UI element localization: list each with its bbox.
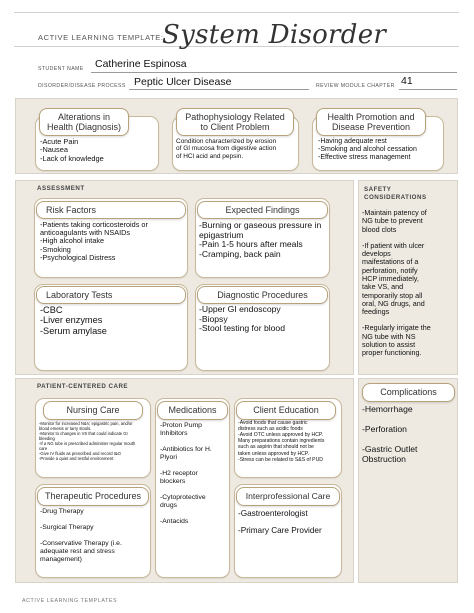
list-item: -Smoking and alcohol cessation [318,145,417,153]
list-item: take VS, and [362,282,404,292]
list-item: Many preparations contain ingredients [238,438,325,445]
list-item: HCP immediately, [362,273,419,283]
list-item: NG tube with NS [362,331,416,341]
list-item: -Effective stress management [318,153,411,161]
list-item: management) [40,555,82,563]
list-item: -Cramping, back pain [199,248,281,259]
list-item: -Monitor to changes in VS that could indicate GI [39,431,128,437]
list-item: maifestations of a [362,257,419,267]
list-item: -Conservative Therapy (i.e. [40,539,122,547]
risk-factors-text [40,221,148,262]
list-item: -Pain 1-5 hours after meals [199,239,303,250]
list-item [40,532,122,540]
list-item: -Stool testing for blood [199,323,285,334]
list-item: -Drug Therapy [40,508,84,515]
safety-title-line1: SAFETY [364,186,392,193]
list-item: -Psychological Distress [40,252,116,262]
list-item: -Acute Pain [40,137,79,146]
list-item [160,438,212,446]
list-item: such as aspirin that should not be [238,444,314,451]
safety-title [364,186,427,202]
student-name-line [91,72,457,73]
list-item: -Upper GI endoscopy [199,304,281,314]
list-item: Condition characterized by erosion [176,138,277,145]
expected-findings-text [199,221,321,260]
list-item: develops [362,249,391,259]
risk-factors-heading: Risk Factors [36,201,186,219]
health-promotion-heading-line2: Disease Prevention [331,121,411,132]
list-item: blockers [160,477,186,485]
alterations-heading [39,108,129,136]
list-item: Obstruction [362,453,406,464]
laboratory-tests-text [40,305,107,336]
list-item: bleeding [39,436,55,442]
list-item: blood emesis or tarry stools. [39,426,92,432]
medications-text [160,422,212,525]
list-item: anticoagulants with NSAIDs [40,228,131,238]
list-item: -Maintain patency of [362,208,427,217]
list-item: oral, NG drugs, and [362,298,425,308]
list-item: -Patients taking corticosteroids or [40,220,148,229]
chapter-value: 41 [401,75,413,87]
list-item: -If a NG tube is prescribed administer regular mouth [39,441,136,447]
list-item [160,462,212,470]
list-item: -Nausea [40,145,68,155]
nursing-care-heading: Nursing Care [43,401,143,420]
pathophysiology-heading-line1: Pathophysiology Related [185,112,285,122]
list-item [40,516,122,524]
health-promotion-heading-line1: Health Promotion and [327,112,415,122]
list-item: -Burning or gaseous pressure in [199,220,322,230]
list-item: distress such as acidic foods [238,426,303,433]
health-promotion-text [318,138,417,161]
list-item: -Provide a quiet and restful environment [39,456,114,462]
disorder-value: Peptic Ulcer Disease [134,76,232,88]
pathophysiology-heading-line2: to Client Problem [200,121,270,132]
list-item: Inhibitors [160,429,188,437]
patient-care-title: PATIENT-CENTERED CARE [37,383,129,390]
list-item: feedings [362,307,390,317]
list-item: -Gastric Outlet [362,443,418,454]
list-item: perforation, notify [362,265,418,275]
disorder-label: DISORDER/DISEASE PROCESS [38,83,126,89]
list-item: -Avoid OTC unless approved by HCP. [238,432,324,439]
template-label: ACTIVE LEARNING TEMPLATE: [38,33,164,42]
list-item: -Avoid foods that cause gastric [238,420,308,426]
alterations-heading-line1: Alterations in [57,112,111,122]
list-item: -Cytoprotective [160,493,206,501]
pathophysiology-heading [176,108,294,136]
list-item: -Serum amylase [40,325,107,336]
student-name-value: Catherine Espinosa [95,58,187,70]
list-item: NG tube to prevent [362,216,423,226]
list-item: care [39,446,48,452]
diagnostic-procedures-text [199,305,285,334]
list-item: Plyori [160,453,177,461]
laboratory-tests-heading: Laboratory Tests [36,286,186,304]
list-item: -H2 receptor [160,469,198,477]
disorder-line [129,89,309,90]
student-name-label: STUDENT NAME [38,66,84,72]
page-title: System Disorder [162,20,387,50]
list-item: -Primary Care Provider [238,526,322,536]
list-item: -Surgical Therapy [40,523,94,531]
list-item: epigastrium [199,229,244,240]
list-item: -Having adequate rest [318,138,387,145]
list-item: proper functioning. [362,348,422,358]
diagnostic-procedures-heading: Diagnostic Procedures [197,286,328,304]
list-item: -Antacids [160,517,189,525]
list-item: -Proton Pump [160,422,202,429]
list-item [160,510,212,518]
therapeutic-procedures-text [40,508,122,564]
medications-heading: Medications [157,401,228,420]
list-item: -Antibiotics for H. [160,445,212,453]
chapter-label: REVIEW MODULE CHAPTER [316,83,395,89]
expected-findings-heading: Expected Findings [197,201,328,219]
client-education-text [238,420,324,463]
alterations-text [40,138,104,163]
footer-label: ACTIVE LEARNING TEMPLATES [22,598,118,604]
interprofessional-care-text [238,509,322,536]
list-item: blood clots [362,224,397,234]
list-item: -Monitor for increased N&V, epigastric pain, and/or [39,421,133,426]
list-item: of HCl acid and pepsin. [176,152,244,160]
list-item: -Biopsy [199,313,228,324]
complications-heading: Complications [362,383,455,402]
nursing-care-text [39,421,135,461]
list-item: -Give IV fluids as prescribed and record I&O [39,451,121,457]
chapter-line [399,89,457,90]
list-item: temporarily stop all [362,290,423,300]
complications-text [362,405,417,465]
list-item: -Hemorrhage [362,404,413,414]
safety-text [362,209,431,358]
list-item: -High alcohol intake [40,236,105,246]
list-item: -If patient with ulcer [362,240,425,250]
list-item [160,486,212,494]
client-education-heading: Client Education [236,401,336,420]
list-item: -CBC [40,305,63,315]
list-item: -Stress can be related to S&S of PUD [238,456,323,463]
list-item: taken unless approved by HCP. [238,450,309,457]
list-item: -Regularly irrigate the [362,323,431,333]
list-item: -Gastroenterologist [238,509,308,518]
safety-title-line2: CONSIDERATIONS [364,193,427,201]
list-item: adequate rest and stress [40,547,115,555]
therapeutic-procedures-heading: Therapeutic Procedures [37,487,149,506]
alterations-heading-line2: Health (Diagnosis) [46,121,122,132]
list-item: drugs [160,501,178,509]
list-item: solution to assist [362,339,416,349]
pathophysiology-text [176,138,276,160]
list-item: of GI mucosa from digestive action [176,145,277,153]
assessment-title: ASSESSMENT [37,185,85,192]
list-item: -Smoking [40,244,71,254]
list-item: -Liver enzymes [40,315,103,326]
list-item [238,518,322,526]
health-promotion-heading [316,108,426,136]
interprofessional-care-heading: Interprofessional Care [236,487,340,506]
list-item: -Lack of knowledge [40,153,104,163]
list-item: -Perforation [362,423,407,434]
